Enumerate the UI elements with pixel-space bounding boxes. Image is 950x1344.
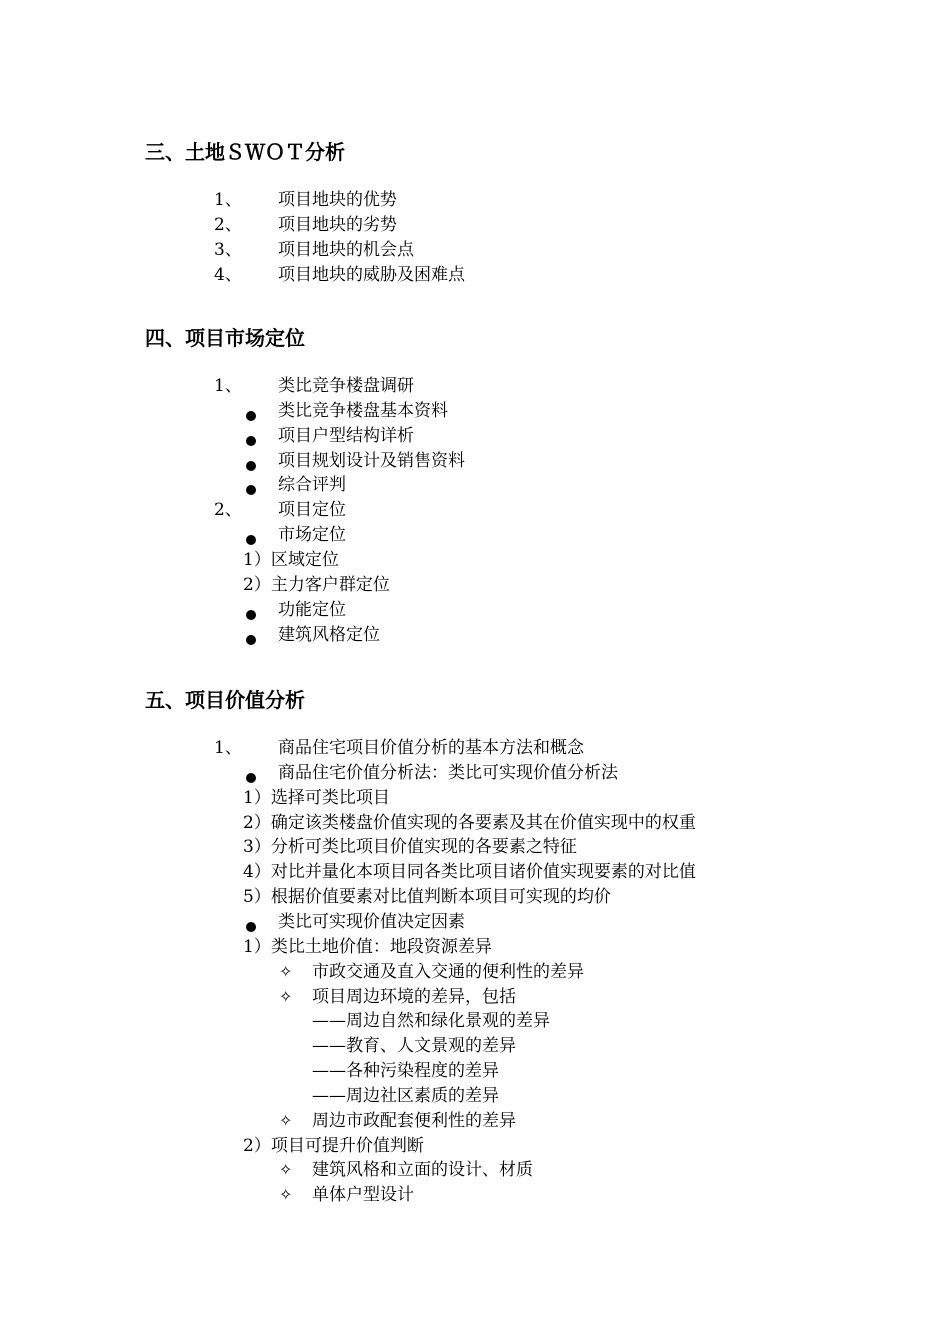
list-item-number: 1、 <box>214 738 242 758</box>
sub-item-text: 1）类比土地价值：地段资源差异 <box>243 936 492 957</box>
list-item-text: 类比竞争楼盘调研 <box>278 376 414 396</box>
bullet-dot <box>246 485 256 495</box>
list-item-text: 项目地块的劣势 <box>278 214 397 235</box>
bullet-item-text: 项目规划设计及销售资料 <box>278 450 465 471</box>
four-pointed-star-bullet-icon: ✧ <box>279 1185 293 1205</box>
dash-item-text: ——教育、人文景观的差异 <box>312 1036 516 1057</box>
sub-item-text: 5）根据价值要素对比值判断本项目可实现的均价 <box>243 887 611 908</box>
star-item-text: 单体户型设计 <box>312 1185 414 1206</box>
list-item-text: 项目定位 <box>278 500 346 521</box>
filled-circle-bullet-icon <box>246 480 256 499</box>
filled-circle-bullet-icon <box>246 406 256 425</box>
four-pointed-star-bullet-icon: ✧ <box>279 1110 293 1130</box>
list-item-number: 3、 <box>214 239 242 260</box>
sub-item-text: 1）选择可类比项目 <box>243 787 390 808</box>
bullet-item-text: 功能定位 <box>278 599 346 620</box>
list-item-number: 2、 <box>214 500 242 521</box>
list-item-text: 项目地块的优势 <box>278 190 397 210</box>
sub-item-text: 2）主力客户群定位 <box>243 574 390 595</box>
star-item-text: 建筑风格和立面的设计、材质 <box>312 1160 533 1181</box>
star-item-text: 市政交通及直入交通的便利性的差异 <box>312 961 584 982</box>
filled-circle-bullet-icon <box>246 605 256 624</box>
bullet-dot <box>246 461 256 471</box>
sub-item-text: 1）区域定位 <box>243 549 339 570</box>
bullet-dot <box>246 922 256 932</box>
star-item-text: 周边市政配套便利性的差异 <box>312 1110 516 1131</box>
four-pointed-star-bullet-icon: ✧ <box>279 1160 293 1180</box>
bullet-dot <box>246 773 256 783</box>
list-item-number: 2、 <box>214 214 242 235</box>
filled-circle-bullet-icon <box>246 431 256 450</box>
star-item-text: 项目周边环境的差异，包括 <box>312 986 516 1007</box>
sub-item-text: 2）项目可提升价值判断 <box>243 1135 424 1156</box>
bullet-item-text: 项目户型结构详析 <box>278 425 414 446</box>
list-item-number: 1、 <box>214 190 242 210</box>
filled-circle-bullet-icon <box>246 456 256 475</box>
list-item-text: 项目地块的机会点 <box>278 239 414 260</box>
dash-item-text: ——周边自然和绿化景观的差异 <box>312 1011 550 1032</box>
bullet-dot <box>246 610 256 620</box>
filled-circle-bullet-icon <box>246 768 256 787</box>
sub-item-text: 3）分析可类比项目价值实现的各要素之特征 <box>243 837 577 858</box>
section-heading: 四、项目市场定位 <box>145 326 305 350</box>
list-item-number: 1、 <box>214 376 242 396</box>
filled-circle-bullet-icon <box>246 917 256 936</box>
bullet-dot <box>246 411 256 421</box>
bullet-dot <box>246 535 256 545</box>
list-item-text: 项目地块的威胁及困难点 <box>278 264 465 285</box>
sub-item-text: 4）对比并量化本项目同各类比项目诸价值实现要素的对比值 <box>243 862 696 883</box>
bullet-item-text: 类比可实现价值决定因素 <box>278 911 465 932</box>
section-heading: 五、项目价值分析 <box>145 688 305 712</box>
dash-item-text: ——各种污染程度的差异 <box>312 1061 499 1082</box>
list-item-text: 商品住宅项目价值分析的基本方法和概念 <box>278 738 584 758</box>
bullet-dot <box>246 635 256 645</box>
filled-circle-bullet-icon <box>246 630 256 649</box>
bullet-item-text: 综合评判 <box>278 475 346 496</box>
four-pointed-star-bullet-icon: ✧ <box>279 961 293 981</box>
four-pointed-star-bullet-icon: ✧ <box>279 986 293 1006</box>
bullet-dot <box>246 436 256 446</box>
bullet-item-text: 市场定位 <box>278 525 346 546</box>
section-heading: 三、土地ＳＷＯＴ分析 <box>145 140 345 164</box>
bullet-item-text: 建筑风格定位 <box>278 624 380 645</box>
dash-item-text: ——周边社区素质的差异 <box>312 1085 499 1106</box>
bullet-item-text: 类比竞争楼盘基本资料 <box>278 400 448 421</box>
filled-circle-bullet-icon <box>246 530 256 549</box>
sub-item-text: 2）确定该类楼盘价值实现的各要素及其在价值实现中的权重 <box>243 812 696 833</box>
list-item-number: 4、 <box>214 264 242 285</box>
bullet-item-text: 商品住宅价值分析法：类比可实现价值分析法 <box>278 762 618 783</box>
